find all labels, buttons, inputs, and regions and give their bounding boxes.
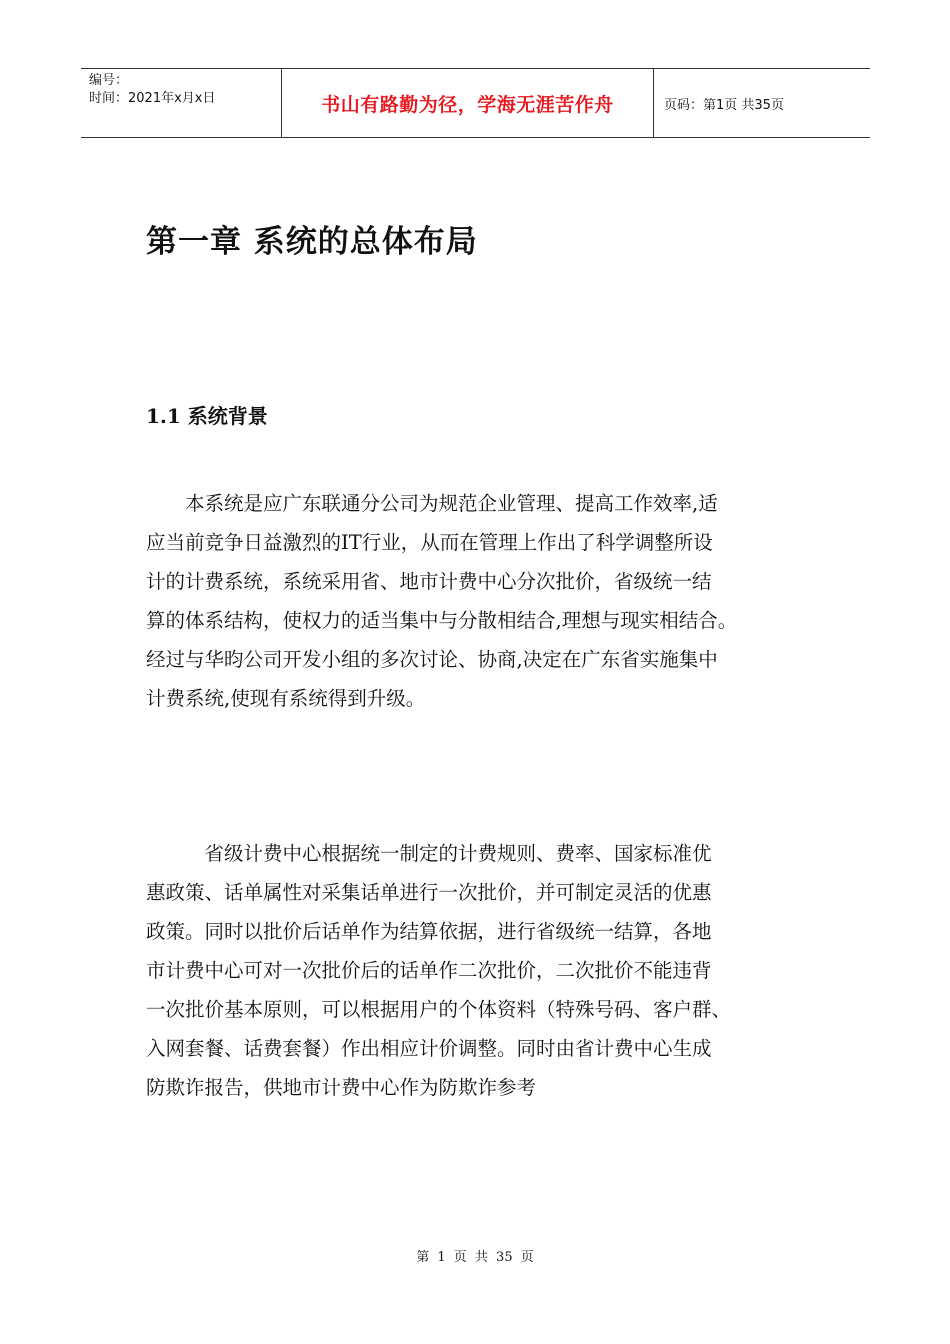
paragraph-line: 省级计费中心根据统一制定的计费规则、费率、国家标准优: [146, 842, 712, 865]
paragraph-line: 算的体系结构，使权力的适当集中与分散相结合,理想与现实相结合。: [146, 609, 738, 632]
page-footer: 第 1 页 共 35 页: [416, 1250, 534, 1265]
section-title: 1.1 系统背景: [146, 404, 268, 428]
chapter-title: 第一章 系统的总体布局: [146, 224, 478, 260]
paragraph-line: 入网套餐、话费套餐）作出相应计价调整。同时由省计费中心生成: [146, 1037, 712, 1060]
paragraph-line: 经过与华昀公司开发小组的多次讨论、协商,决定在广东省实施集中: [146, 648, 718, 671]
paragraph-line: 市计费中心可对一次批价后的话单作二次批价，二次批价不能违背: [146, 959, 712, 982]
header-motto-cell: [282, 69, 654, 137]
paragraph-line: 防欺诈报告，供地市计费中心作为防欺诈参考: [146, 1076, 537, 1099]
paragraph-line: 政策。同时以批价后话单作为结算依据，进行省级统一结算，各地: [146, 920, 712, 943]
paragraph-line: 本系统是应广东联通分公司为规范企业管理、提高工作效率,适: [146, 492, 718, 515]
header-motto: 书山有路勤为径，学海无涯苦作舟: [321, 93, 614, 116]
paragraph-background: [146, 484, 836, 718]
header-page-info: 页码：第1页 共35页: [664, 97, 784, 113]
paragraph-line: 计的计费系统，系统采用省、地市计费中心分次批价，省级统一结: [146, 570, 712, 593]
paragraph-pricing: [146, 834, 836, 1107]
paragraph-line: 惠政策、话单属性对采集话单进行一次批价，并可制定灵活的优惠: [146, 881, 712, 904]
header-meta: [81, 69, 282, 137]
paragraph-line: 应当前竞争日益激烈的IT行业，从而在管理上作出了科学调整所设: [146, 531, 713, 554]
document-date: 时间：2021年x月x日: [89, 91, 216, 106]
paragraph-line: 计费系统,使现有系统得到升级。: [146, 687, 426, 710]
document-number-label: 编号：: [89, 73, 129, 88]
page-header: [81, 68, 870, 138]
paragraph-line: 一次批价基本原则，可以根据用户的个体资料（特殊号码、客户群、: [146, 998, 732, 1021]
header-page-info-cell: [654, 69, 870, 137]
